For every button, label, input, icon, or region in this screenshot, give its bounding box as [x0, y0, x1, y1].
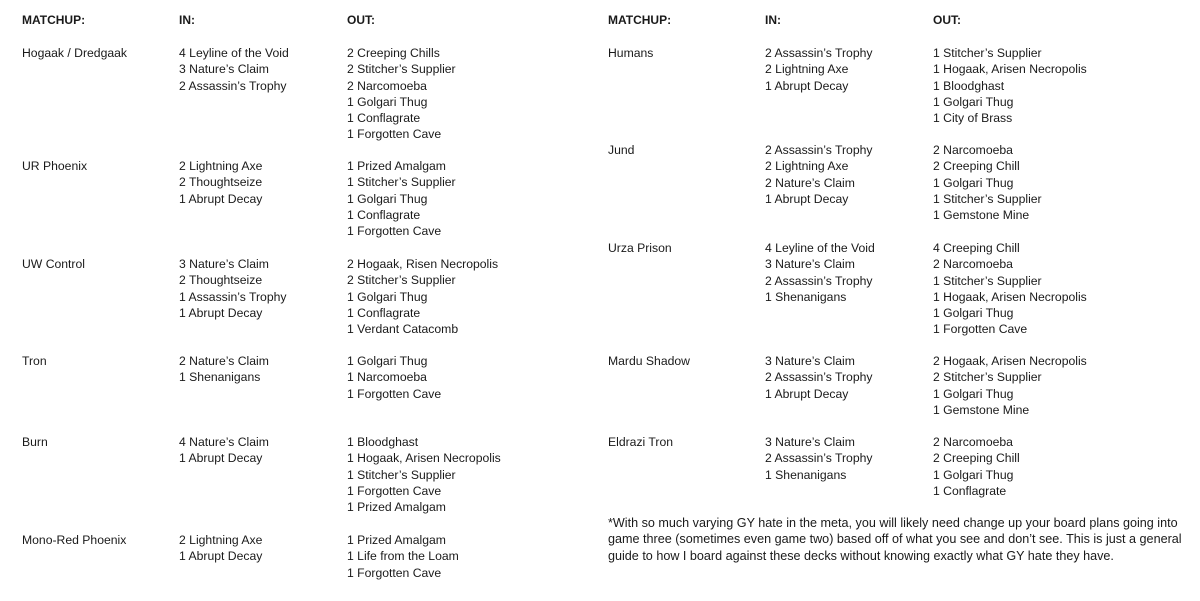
- out-card: 1 Bloodghast: [347, 435, 419, 449]
- in-card: 2 Thoughtseize: [179, 273, 263, 288]
- in-card: 2 Lightning Axe: [765, 159, 849, 174]
- in-card: 1 Shenanigans: [179, 370, 261, 385]
- in-card: 2 Assassin’s Trophy: [179, 78, 287, 93]
- in-card: 1 Abrupt Decay: [179, 549, 263, 564]
- matchup-name: UW Control: [22, 257, 85, 271]
- in-list: [179, 434, 269, 467]
- out-card: 2 Creeping Chill: [933, 159, 1020, 174]
- out-list: [347, 45, 456, 143]
- matchup-name: Jund: [608, 143, 635, 157]
- out-card: 1 Golgari Thug: [933, 94, 1014, 109]
- out-card: 1 Life from the Loam: [347, 549, 459, 564]
- matchup-name: Eldrazi Tron: [608, 435, 674, 449]
- in-card: 2 Nature’s Claim: [179, 354, 269, 368]
- out-card: 1 Conflagrate: [347, 207, 421, 222]
- matchup-name: Mardu Shadow: [608, 354, 690, 368]
- in-card: 4 Leyline of the Void: [765, 241, 875, 255]
- out-list: [347, 256, 498, 337]
- out-card: 2 Narcomoeba: [933, 257, 1013, 272]
- out-card: 1 Golgari Thug: [933, 386, 1014, 401]
- in-card: 1 Abrupt Decay: [179, 451, 263, 466]
- in-card: 2 Lightning Axe: [765, 62, 849, 77]
- in-card: 2 Lightning Axe: [179, 159, 263, 173]
- out-card: 2 Hogaak, Risen Necropolis: [347, 257, 499, 271]
- out-card: 2 Stitcher’s Supplier: [933, 370, 1042, 385]
- out-card: 1 City of Brass: [933, 111, 1013, 126]
- out-card: 1 Bloodghast: [933, 78, 1005, 93]
- out-card: 1 Conflagrate: [347, 111, 421, 126]
- out-card: 1 Forgotten Cave: [347, 386, 442, 401]
- out-card: 2 Narcomoeba: [933, 143, 1013, 157]
- in-list: [179, 532, 262, 565]
- in-card: 2 Assassin’s Trophy: [765, 370, 873, 385]
- out-list: [933, 45, 1087, 126]
- out-card: 1 Golgari Thug: [933, 306, 1014, 321]
- in-list: [179, 45, 289, 94]
- out-card: 2 Narcomoeba: [933, 435, 1013, 449]
- out-list: [347, 434, 501, 515]
- out-card: 2 Creeping Chills: [347, 46, 440, 60]
- in-card: 2 Assassin’s Trophy: [765, 273, 873, 288]
- matchup-name: Burn: [22, 435, 48, 449]
- in-list: [179, 353, 269, 386]
- out-list: [933, 240, 1087, 338]
- out-header: OUT:: [347, 13, 375, 27]
- in-card: 3 Nature’s Claim: [765, 435, 855, 449]
- out-header: OUT:: [933, 13, 961, 27]
- in-card: 3 Nature’s Claim: [179, 62, 269, 77]
- out-card: 2 Creeping Chill: [933, 451, 1020, 466]
- footnote: *With so much varying GY hate in the meta, you will likely need change up your board plans going into game three (sometimes even game two) based off of what you see and don’t see. This is just a general guide to how I board against these decks without knowing exactly what GY hate they have.: [608, 516, 1182, 563]
- in-card: 3 Nature’s Claim: [765, 257, 855, 272]
- out-list: [347, 353, 441, 402]
- out-card: 1 Conflagrate: [347, 305, 421, 320]
- in-card: 2 Assassin’s Trophy: [765, 46, 873, 60]
- out-card: 1 Forgotten Cave: [933, 322, 1028, 337]
- in-list: [765, 353, 872, 402]
- in-card: 4 Leyline of the Void: [179, 46, 289, 60]
- matchup-name: Hogaak / Dredgaak: [22, 46, 128, 60]
- out-card: 1 Forgotten Cave: [347, 127, 442, 142]
- in-list: [765, 45, 872, 94]
- out-card: 2 Narcomoeba: [347, 78, 427, 93]
- in-card: 1 Abrupt Decay: [179, 305, 263, 320]
- out-card: 1 Stitcher’s Supplier: [347, 467, 456, 482]
- matchup-header: MATCHUP:: [608, 13, 672, 27]
- out-card: 1 Golgari Thug: [933, 175, 1014, 190]
- matchup-name: UR Phoenix: [22, 159, 88, 173]
- out-card: 1 Forgotten Cave: [347, 224, 442, 239]
- in-card: 1 Assassin’s Trophy: [179, 289, 287, 304]
- out-card: 1 Stitcher’s Supplier: [933, 273, 1042, 288]
- out-card: 1 Forgotten Cave: [347, 483, 442, 498]
- in-card: 1 Shenanigans: [765, 467, 847, 482]
- out-card: 1 Gemstone Mine: [933, 208, 1030, 223]
- out-card: 1 Golgari Thug: [347, 94, 428, 109]
- in-header: IN:: [179, 13, 195, 27]
- out-list: [347, 158, 456, 239]
- out-card: 4 Creeping Chill: [933, 241, 1020, 255]
- matchup-name: Mono-Red Phoenix: [22, 533, 127, 547]
- in-card: 1 Shenanigans: [765, 289, 847, 304]
- out-card: 2 Stitcher’s Supplier: [347, 273, 456, 288]
- in-list: [179, 158, 262, 207]
- in-card: 2 Lightning Axe: [179, 533, 263, 547]
- in-card: 4 Nature’s Claim: [179, 435, 269, 449]
- out-list: [347, 532, 459, 581]
- in-card: 2 Assassin’s Trophy: [765, 143, 873, 157]
- out-card: 1 Stitcher’s Supplier: [933, 191, 1042, 206]
- out-card: 2 Hogaak, Arisen Necropolis: [933, 354, 1087, 368]
- in-card: 2 Thoughtseize: [179, 175, 263, 190]
- out-card: 1 Narcomoeba: [347, 370, 427, 385]
- out-card: 1 Hogaak, Arisen Necropolis: [933, 289, 1087, 304]
- in-card: 1 Abrupt Decay: [179, 191, 263, 206]
- out-card: 1 Golgari Thug: [347, 354, 428, 368]
- matchup-name: Humans: [608, 46, 654, 60]
- matchup-name: Urza Prison: [608, 241, 672, 255]
- out-card: 1 Golgari Thug: [347, 191, 428, 206]
- in-list: [765, 434, 872, 483]
- in-card: 1 Abrupt Decay: [765, 78, 849, 93]
- out-list: [933, 142, 1042, 223]
- in-card: 2 Assassin’s Trophy: [765, 451, 873, 466]
- out-card: 1 Conflagrate: [933, 483, 1007, 498]
- in-card: 1 Abrupt Decay: [765, 191, 849, 206]
- out-card: 1 Hogaak, Arisen Necropolis: [347, 451, 501, 466]
- in-list: [179, 256, 286, 321]
- in-list: [765, 240, 875, 305]
- matchup-name: Tron: [22, 354, 47, 368]
- matchup-header: MATCHUP:: [22, 13, 86, 27]
- in-card: 3 Nature’s Claim: [179, 257, 269, 271]
- out-card: 2 Stitcher’s Supplier: [347, 62, 456, 77]
- out-list: [933, 353, 1087, 418]
- in-card: 2 Nature’s Claim: [765, 175, 855, 190]
- out-card: 1 Prized Amalgam: [347, 159, 446, 173]
- out-card: 1 Gemstone Mine: [933, 402, 1030, 417]
- out-card: 1 Verdant Catacomb: [347, 322, 459, 337]
- out-card: 1 Golgari Thug: [933, 467, 1014, 482]
- out-card: 1 Hogaak, Arisen Necropolis: [933, 62, 1087, 77]
- out-card: 1 Stitcher’s Supplier: [933, 46, 1042, 60]
- out-list: [933, 434, 1020, 499]
- out-card: 1 Stitcher’s Supplier: [347, 175, 456, 190]
- in-card: 1 Abrupt Decay: [765, 386, 849, 401]
- in-header: IN:: [765, 13, 781, 27]
- out-card: 1 Prized Amalgam: [347, 500, 446, 515]
- out-card: 1 Prized Amalgam: [347, 533, 446, 547]
- out-card: 1 Forgotten Cave: [347, 565, 442, 580]
- out-card: 1 Golgari Thug: [347, 289, 428, 304]
- in-card: 3 Nature’s Claim: [765, 354, 855, 368]
- in-list: [765, 142, 872, 207]
